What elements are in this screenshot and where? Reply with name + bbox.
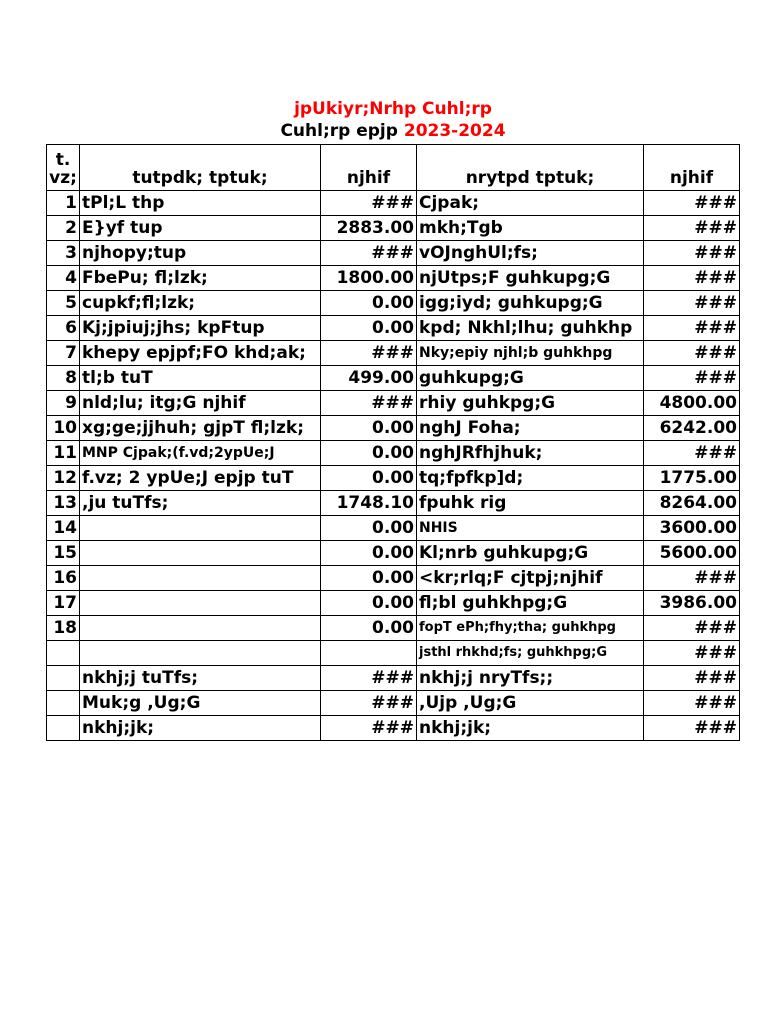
row-serial-number: 13: [47, 491, 80, 516]
row-expense-amount: 3600.00: [644, 516, 740, 541]
table-row: [47, 316, 740, 341]
row-income-amount: 0.00: [321, 466, 417, 491]
table-row: [47, 716, 740, 741]
header-income-amount: njhif: [321, 145, 417, 191]
row-expense-item: mkh;Tgb: [417, 216, 644, 241]
table-row: [47, 216, 740, 241]
row-income-amount: 0.00: [321, 416, 417, 441]
row-serial-number: 1: [47, 191, 80, 216]
row-expense-item: Nky;epiy njhl;b guhkhpg: [417, 341, 644, 366]
row-expense-item: nkhj;jk;: [417, 716, 644, 741]
row-serial-number: 17: [47, 591, 80, 616]
row-income-amount: 0.00: [321, 516, 417, 541]
row-expense-amount: ###: [644, 316, 740, 341]
table-row: [47, 341, 740, 366]
row-income-amount: ###: [321, 241, 417, 266]
row-serial-number: 5: [47, 291, 80, 316]
table-row: [47, 666, 740, 691]
row-income-amount: 0.00: [321, 541, 417, 566]
row-income-amount: 0.00: [321, 441, 417, 466]
row-income-item: khepy epjpf;FO khd;ak;: [80, 341, 321, 366]
row-serial-number: 14: [47, 516, 80, 541]
row-serial-number: 11: [47, 441, 80, 466]
row-expense-amount: ###: [644, 191, 740, 216]
row-expense-amount: ###: [644, 266, 740, 291]
row-expense-amount: ###: [644, 666, 740, 691]
row-expense-item: nghJ Foha;: [417, 416, 644, 441]
row-expense-item: ,Ujp ,Ug;G: [417, 691, 644, 716]
table-row: [47, 441, 740, 466]
row-income-item: E}yf tup: [80, 216, 321, 241]
row-income-item: [80, 641, 321, 666]
row-expense-amount: ###: [644, 216, 740, 241]
row-income-amount: ###: [321, 191, 417, 216]
table-row: [47, 291, 740, 316]
row-serial-number: 10: [47, 416, 80, 441]
row-expense-item: kpd; Nkhl;lhu; guhkhp: [417, 316, 644, 341]
table-row: [47, 516, 740, 541]
row-expense-item: fl;bl guhkhpg;G: [417, 591, 644, 616]
row-serial-number: 9: [47, 391, 80, 416]
row-income-amount: ###: [321, 691, 417, 716]
row-expense-amount: 3986.00: [644, 591, 740, 616]
row-income-amount: 0.00: [321, 566, 417, 591]
row-income-item: nkhj;jk;: [80, 716, 321, 741]
row-expense-item: nkhj;j nryTfs;;: [417, 666, 644, 691]
row-expense-item: vOJnghUl;fs;: [417, 241, 644, 266]
row-income-amount: 499.00: [321, 366, 417, 391]
header-serial-number: [47, 145, 80, 191]
row-income-item: nld;lu; itg;G njhif: [80, 391, 321, 416]
row-income-item: xg;ge;jjhuh; gjpT fl;lzk;: [80, 416, 321, 441]
row-income-item: [80, 591, 321, 616]
row-income-item: ,ju tuTfs;: [80, 491, 321, 516]
row-expense-amount: 8264.00: [644, 491, 740, 516]
row-expense-amount: ###: [644, 241, 740, 266]
row-income-amount: 0.00: [321, 316, 417, 341]
row-serial-number: 7: [47, 341, 80, 366]
row-income-amount: ###: [321, 666, 417, 691]
header-expense-amount: njhif: [644, 145, 740, 191]
subtitle-text: Cuhl;rp epjp: [280, 121, 404, 141]
table-row: [47, 591, 740, 616]
row-income-item: MNP Cjpak;(f.vd;2ypUe;J: [80, 441, 321, 466]
row-income-amount: ###: [321, 716, 417, 741]
row-income-item: [80, 516, 321, 541]
row-expense-amount: ###: [644, 441, 740, 466]
table-row: [47, 191, 740, 216]
row-expense-amount: ###: [644, 291, 740, 316]
income-expense-table: [46, 144, 740, 741]
row-serial-number: 2: [47, 216, 80, 241]
row-income-item: FbePu; fl;lzk;: [80, 266, 321, 291]
row-expense-amount: ###: [644, 566, 740, 591]
row-income-item: cupkf;fl;lzk;: [80, 291, 321, 316]
header-income: tutpdk; tptuk;: [80, 145, 321, 191]
row-income-item: [80, 566, 321, 591]
row-serial-number: 12: [47, 466, 80, 491]
row-income-amount: 0.00: [321, 291, 417, 316]
table-row: [47, 616, 740, 641]
row-serial-number: [47, 641, 80, 666]
table-row: [47, 491, 740, 516]
table-row: [47, 541, 740, 566]
row-serial-number: 4: [47, 266, 80, 291]
header-sno-line2: vz;: [49, 167, 77, 188]
row-expense-item: fpuhk rig: [417, 491, 644, 516]
table-row: [47, 391, 740, 416]
row-expense-item: jsthl rhkhd;fs; guhkhpg;G: [417, 641, 644, 666]
row-expense-item: igg;iyd; guhkupg;G: [417, 291, 644, 316]
row-expense-item: fopT ePh;fhy;tha; guhkhpg: [417, 616, 644, 641]
row-expense-amount: 5600.00: [644, 541, 740, 566]
row-income-amount: 0.00: [321, 591, 417, 616]
row-expense-amount: 6242.00: [644, 416, 740, 441]
row-expense-item: nghJRfhjhuk;: [417, 441, 644, 466]
row-serial-number: [47, 691, 80, 716]
header-sno-line1: t.: [55, 149, 71, 170]
table-row: [47, 641, 740, 666]
row-serial-number: 18: [47, 616, 80, 641]
row-expense-amount: 4800.00: [644, 391, 740, 416]
row-income-amount: ###: [321, 341, 417, 366]
row-expense-item: Kl;nrb guhkupg;G: [417, 541, 644, 566]
row-expense-amount: ###: [644, 341, 740, 366]
row-expense-item: Cjpak;: [417, 191, 644, 216]
table-row: [47, 691, 740, 716]
row-expense-amount: ###: [644, 366, 740, 391]
row-expense-item: tq;fpfkp]d;: [417, 466, 644, 491]
row-expense-item: njUtps;F guhkupg;G: [417, 266, 644, 291]
row-serial-number: 6: [47, 316, 80, 341]
row-income-item: njhopy;tup: [80, 241, 321, 266]
document-title: jpUkiyr;Nrhp Cuhl;rp: [294, 99, 492, 119]
document-subtitle: [0, 121, 768, 141]
row-income-item: [80, 616, 321, 641]
table-row: [47, 416, 740, 441]
header-expense: nrytpd tptuk;: [417, 145, 644, 191]
table-row: [47, 266, 740, 291]
row-income-item: Kj;jpiuj;jhs; kpFtup: [80, 316, 321, 341]
row-income-amount: ###: [321, 391, 417, 416]
row-income-amount: [321, 641, 417, 666]
row-income-amount: 1748.10: [321, 491, 417, 516]
row-income-item: f.vz; 2 ypUe;J epjp tuT: [80, 466, 321, 491]
row-serial-number: [47, 716, 80, 741]
row-expense-amount: ###: [644, 691, 740, 716]
row-expense-amount: ###: [644, 716, 740, 741]
row-income-item: [80, 541, 321, 566]
row-expense-amount: ###: [644, 641, 740, 666]
row-serial-number: 8: [47, 366, 80, 391]
table-row: [47, 566, 740, 591]
table-row: [47, 241, 740, 266]
row-expense-item: guhkupg;G: [417, 366, 644, 391]
row-income-amount: 0.00: [321, 616, 417, 641]
table-header-row: [47, 145, 740, 191]
row-expense-item: <kr;rlq;F cjtpj;njhif: [417, 566, 644, 591]
row-income-amount: 1800.00: [321, 266, 417, 291]
row-expense-item: rhiy guhkpg;G: [417, 391, 644, 416]
row-serial-number: [47, 666, 80, 691]
row-expense-amount: ###: [644, 616, 740, 641]
row-serial-number: 15: [47, 541, 80, 566]
row-income-item: Muk;g ,Ug;G: [80, 691, 321, 716]
fiscal-year: 2023-2024: [403, 121, 506, 141]
row-serial-number: 16: [47, 566, 80, 591]
table-row: [47, 466, 740, 491]
row-expense-item: NHIS: [417, 516, 644, 541]
row-serial-number: 3: [47, 241, 80, 266]
row-income-amount: 2883.00: [321, 216, 417, 241]
row-expense-amount: 1775.00: [644, 466, 740, 491]
row-income-item: tl;b tuT: [80, 366, 321, 391]
table-row: [47, 366, 740, 391]
row-income-item: nkhj;j tuTfs;: [80, 666, 321, 691]
row-income-item: tPl;L thp: [80, 191, 321, 216]
